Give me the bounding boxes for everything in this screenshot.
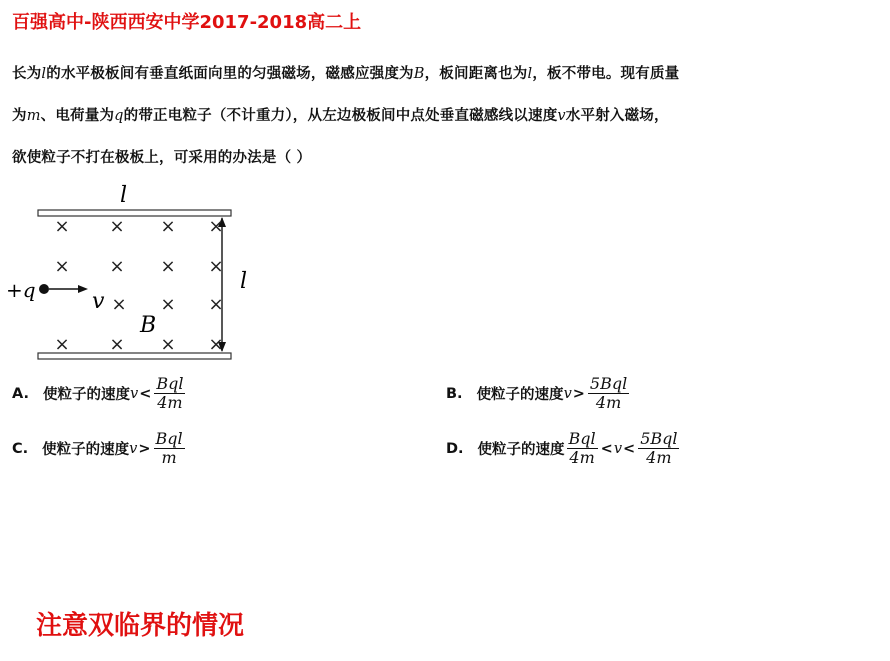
page-title: 百强高中-陕西西安中学2017-2018高二上 (12, 12, 362, 33)
fraction: $\frac{\text{5Bql}}{4m}$ (640, 429, 678, 468)
option-b[interactable]: B. 使粒子的速度 v > $\frac{\text{5Bql}}{4m}$ (446, 374, 628, 413)
fraction: $\frac{\text{Bql}}{m}$ (155, 429, 183, 468)
plate-length-label: l (120, 183, 128, 208)
field-marks (54, 216, 223, 355)
field-x-mark: × (208, 334, 224, 355)
field-x-mark: × (208, 216, 224, 237)
field-x-mark: × (208, 294, 224, 315)
field-x-mark: × (160, 216, 176, 237)
field-x-mark: × (160, 256, 176, 277)
field-x-mark: × (160, 294, 176, 315)
option-a[interactable]: A. 使粒子的速度 v < $\frac{\text{Bql}}{4m}$ (12, 374, 184, 413)
gap-label: l (240, 269, 248, 294)
fraction: $\frac{\text{Bql}}{4m}$ (156, 374, 184, 413)
velocity-arrowhead (78, 285, 88, 293)
question-line-2: 为m、电荷量为q的带正电粒子（不计重力），从左边极板间中点处垂直磁感线以速度v水平射入磁场， (12, 108, 669, 124)
hint-note: 注意双临界的情况 (36, 611, 245, 641)
option-d[interactable]: D. 使粒子的速度 $\frac{\text{Bql}}{4m}$ < v < $\frac{\text{5Bql}}{4m}$ (446, 429, 678, 468)
field-x-mark: × (54, 216, 70, 237)
question-line-1: 长为l的水平极板间有垂直纸面向里的匀强磁场，磁感应强度为B，板间距离也为l，板不带电。现有质量 (12, 66, 680, 82)
field-x-mark: × (160, 334, 176, 355)
option-c[interactable]: C. 使粒子的速度 v > $\frac{\text{Bql}}{m}$ (12, 429, 183, 468)
field-x-mark: × (208, 256, 224, 277)
field-x-mark: × (54, 334, 70, 355)
field-x-mark: × (54, 256, 70, 277)
field-x-mark: × (109, 334, 125, 355)
charge-label: +q (6, 278, 36, 302)
question-line-3: 欲使粒子不打在极板上，可采用的办法是（ ） (12, 150, 312, 166)
field-label: B (140, 313, 157, 338)
fraction: $\frac{\text{5Bql}}{4m}$ (589, 374, 628, 413)
field-x-mark: × (111, 294, 127, 315)
field-x-mark: × (109, 216, 125, 237)
fraction: $\frac{\text{Bql}}{4m}$ (568, 429, 596, 468)
particle-dot (39, 284, 49, 294)
magnetic-field-figure (0, 180, 300, 380)
velocity-label: v (92, 289, 105, 314)
field-x-mark: × (109, 256, 125, 277)
